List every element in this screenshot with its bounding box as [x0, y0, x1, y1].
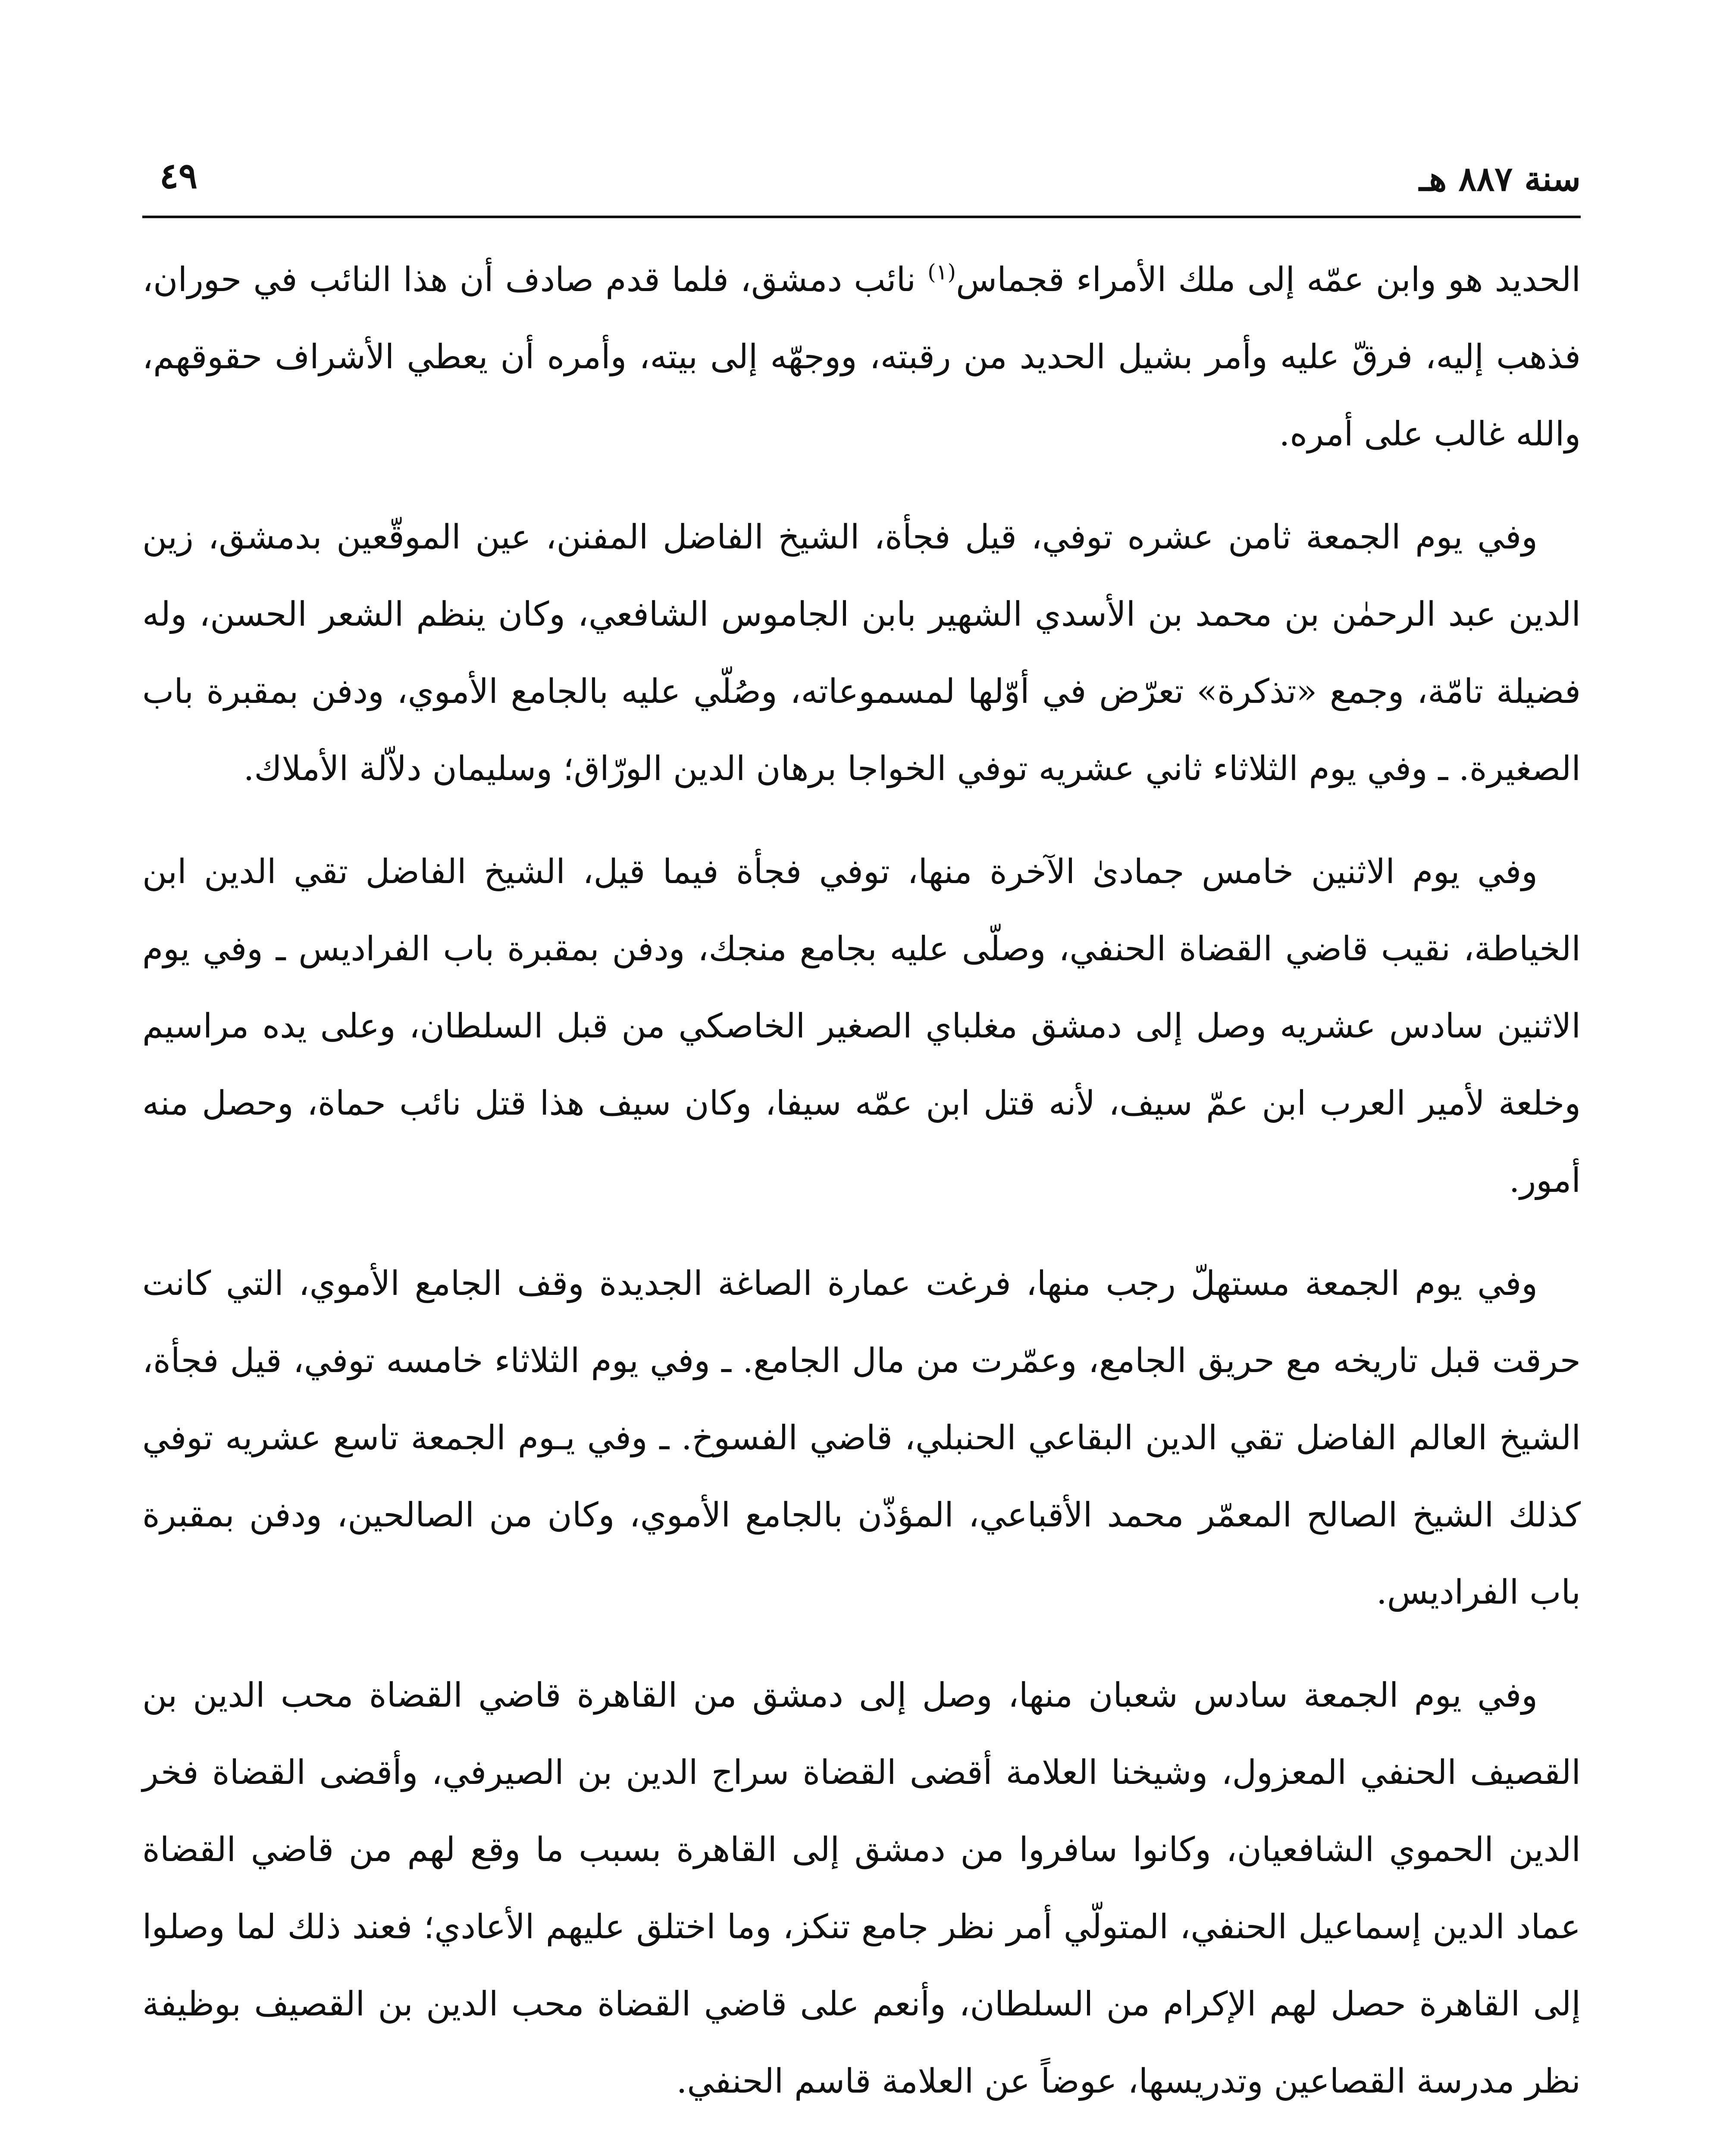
paragraph-1 [142, 241, 1581, 473]
page-number: ٤٩ [160, 155, 198, 197]
running-head-year: سنة ٨٨٧ هـ [1419, 160, 1581, 199]
paragraph-4: وفي يوم الجمعة مستهلّ رجب منها، فرغت عمارة الصاغة الجديدة وقف الجامع الأموي، التي كانت حرقت قبل تاريخه مع حريق الجامع، وعمّرت من مال الجامع. ـ وفي يوم الثلاثاء خامسه توفي، قيل فجأة، الشيخ العالم الفاضل تقي الدين البقاعي الحنبلي، قاضي الفسوخ. ـ وفي يـوم الجمعة تاسع عشريه توفي كذلك الشيخ الصالح المعمّر محمد الأقباعي، المؤذّن بالجامع الأموي، وكان من الصالحين، ودفن بمقبرة باب الفراديس. [142, 1264, 1581, 1612]
paragraph-1-start: الحديد هو وابن عمّه إلى ملك الأمراء قجماس [956, 260, 1581, 299]
paragraph-1-rest: نائب دمشق، فلما قدم صادف أن هذا النائب في حوران، فذهب إليه، فرقّ عليه وأمر بشيل الحديد من رقبته، ووجهّه إلى بيته، وأمره أن يعطي الأشراف حقوقهم، والله غالب على أمره. [142, 260, 1581, 454]
paragraph-2: وفي يوم الجمعة ثامن عشره توفي، قيل فجأة، الشيخ الفاضل المفنن، عين الموقّعين بدمشق، زين الدين عبد الرحمٰن بن محمد بن الأسدي الشهير بابن الجاموس الشافعي، وكان ينظم الشعر الحسن، وله فضيلة تامّة، وجمع «تذكرة» تعرّض في أوّلها لمسموعاته، وصُلّي عليه بالجامع الأموي، ودفن بمقبرة باب الصغيرة. ـ وفي يوم الثلاثاء ثاني عشريه توفي الخواجا برهان الدين الورّاق؛ وسليمان دلاّلة الأملاك. [142, 518, 1581, 788]
footnote-reference: (١) [927, 260, 956, 285]
paragraph-3: وفي يوم الاثنين خامس جمادىٰ الآخرة منها، توفي فجأة فيما قيل، الشيخ الفاضل تقي الدين ابن الخياطة، نقيب قاضي القضاة الحنفي، وصلّى عليه بجامع منجك، ودفن بمقبرة باب الفراديس ـ وفي يوم الاثنين سادس عشريه وصل إلى دمشق مغلباي الصغير الخاصكي من قبل السلطان، وعلى يده مراسيم وخلعة لأمير العرب ابن عمّ سيف، لأنه قتل ابن عمّه سيفا، وكان سيف هذا قتل نائب حماة، وحصل منه أمور. [142, 852, 1581, 1200]
paragraph-5: وفي يوم الجمعة سادس شعبان منها، وصل إلى دمشق من القاهرة قاضي القضاة محب الدين بن القصيف الحنفي المعزول، وشيخنا العلامة أقضى القضاة سراج الدين بن الصيرفي، وأقضى القضاة فخر الدين الحموي الشافعيان، وكانوا سافروا من دمشق إلى القاهرة بسبب ما وقع لهم من قاضي القضاة عماد الدين إسماعيل الحنفي، المتولّي أمر نظر جامع تنكز، وما اختلق عليهم الأعادي؛ فعند ذلك لما وصلوا إلى القاهرة حصل لهم الإكرام من السلطان، وأنعم على قاضي القضاة محب الدين بن القصيف بوظيفة نظر مدرسة القصاعين وتدريسها، عوضاً عن العلامة قاسم الحنفي. [142, 1676, 1581, 2101]
page-header [142, 151, 1581, 211]
header-rule [142, 216, 1581, 218]
main-text [142, 241, 1581, 2146]
